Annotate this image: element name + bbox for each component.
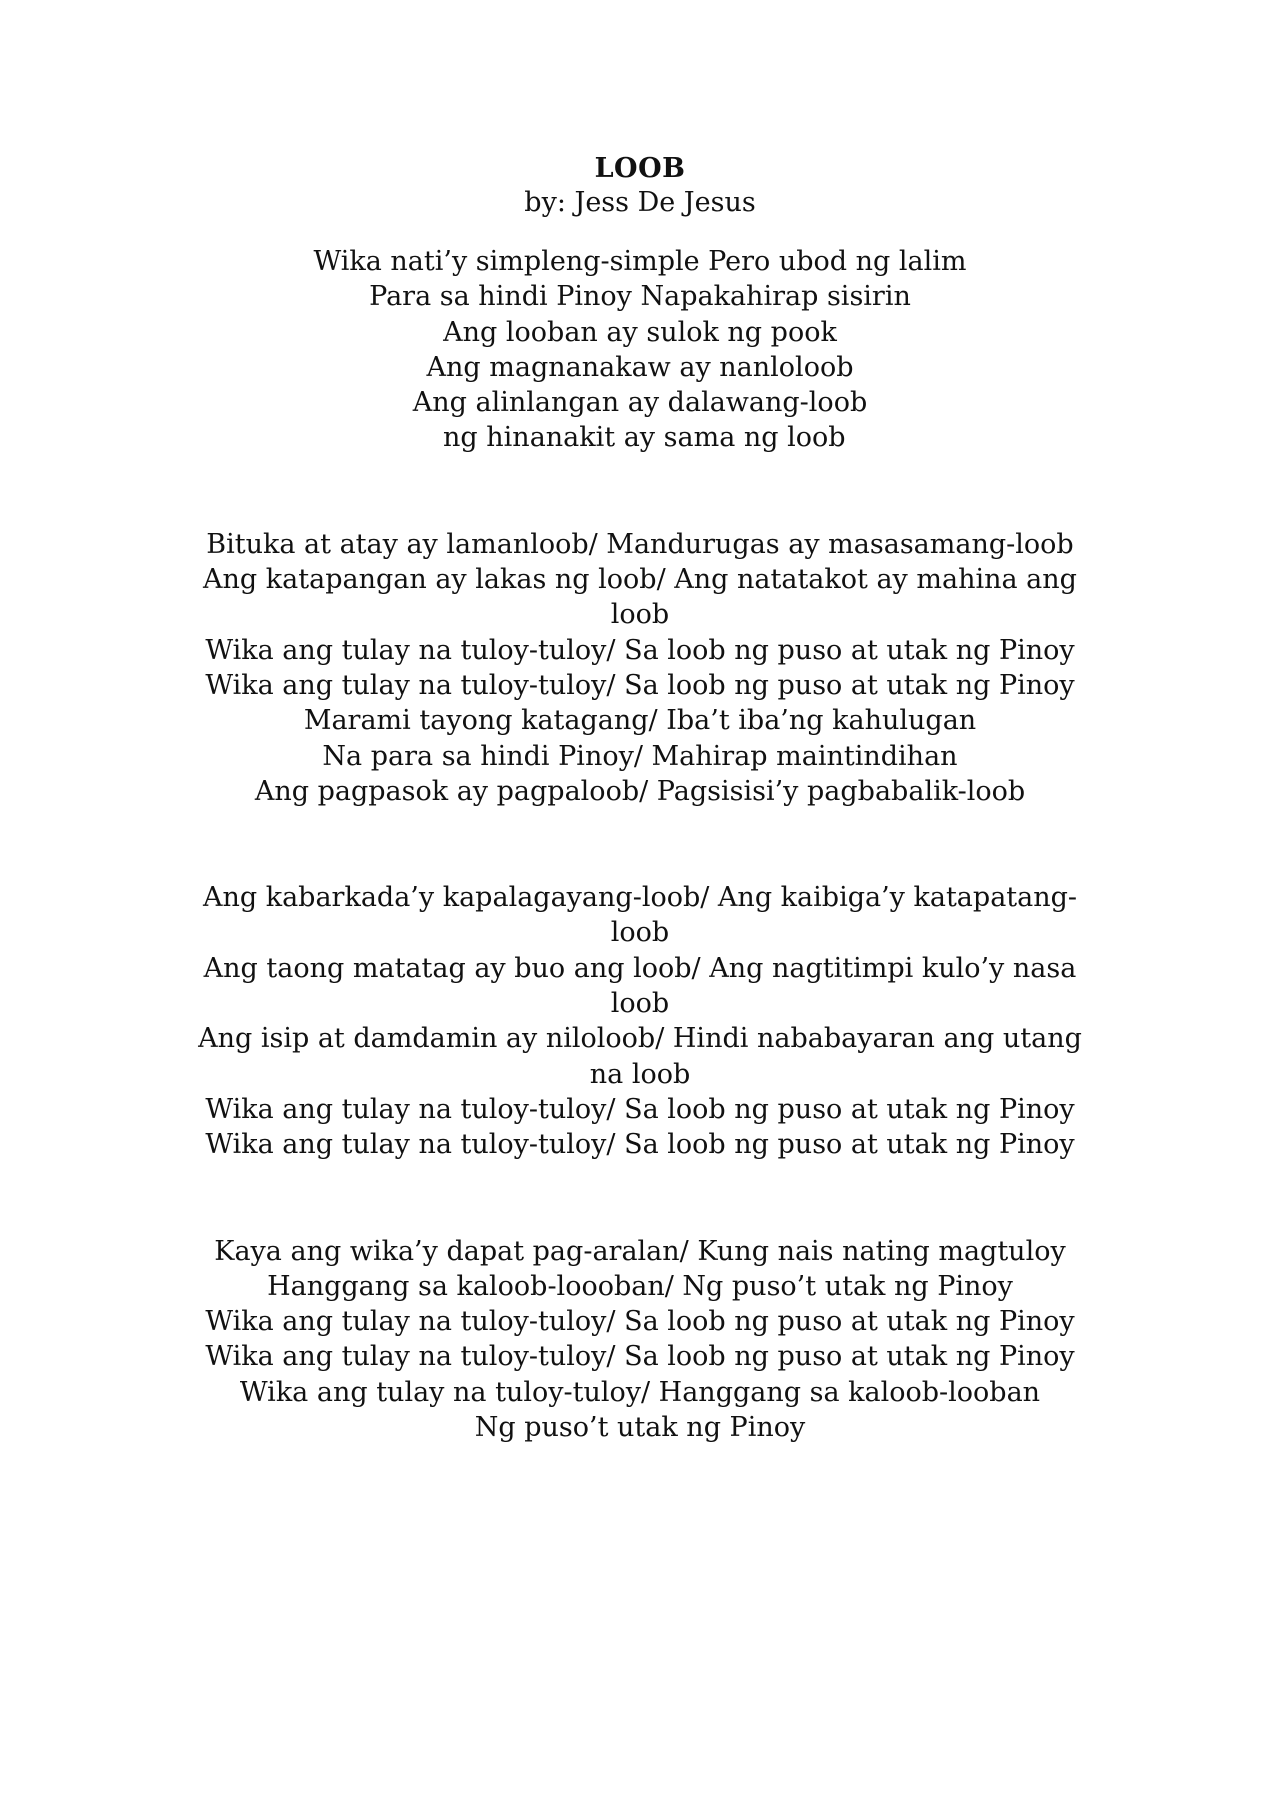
poem-line: Wika nati’y simpleng-simple Pero ubod ng lalim <box>313 246 967 277</box>
poem-line: Wika ang tulay na tuloy-tuloy/ Sa loob ng puso at utak ng Pinoy <box>205 1093 1075 1125</box>
poem-line: Ang kabarkada’y kapalagayang-loob/ Ang kaibiga’y katapatang- <box>202 882 1078 914</box>
poem-line: Wika ang tulay na tuloy-tuloy/ Hanggang sa kaloob-looban <box>239 1376 1041 1408</box>
stanza-1 <box>140 244 1140 456</box>
poem-line: Para sa hindi Pinoy Napakahirap sisirin <box>369 281 911 313</box>
poem-line: Wika ang tulay na tuloy-tuloy/ Sa loob ng puso at utak ng Pinoy <box>205 1341 1075 1373</box>
poem-line: Wika ang tulay na tuloy-tuloy/ Sa loob ng puso at utak ng Pinoy <box>205 1306 1075 1338</box>
poem-line: Ang alinlangan ay dalawang-loob <box>412 387 868 419</box>
poem-line: Bituka at atay ay lamanloob/ Mandurugas ay masasamang-loob <box>206 528 1074 560</box>
poem-line: loob <box>610 917 670 949</box>
poem-line: Ng puso’t utak ng Pinoy <box>474 1412 806 1444</box>
poem-line: Wika ang tulay na tuloy-tuloy/ Sa loob ng puso at utak ng Pinoy <box>205 1129 1075 1161</box>
stanza-2 <box>140 527 1140 809</box>
poem-line: ng hinanakit ay sama ng loob <box>434 422 846 454</box>
poem-line: Ang isip at damdamin ay niloloob/ Hindi nababayaran ang utang <box>198 1023 1082 1055</box>
poem-line: Wika ang tulay na tuloy-tuloy/ Sa loob ng puso at utak ng Pinoy <box>205 669 1075 701</box>
poem-line: Kaya ang wika’y dapat pag-aralan/ Kung nais nating magtuloy <box>214 1235 1066 1267</box>
poem-line: Ang pagpasok ay pagpaloob/ Pagsisisi’y pagbabalik-loob <box>254 775 1026 807</box>
poem-line: loob <box>610 599 670 631</box>
poem-author: by: Jess De Jesus <box>524 187 756 218</box>
poem-line: loob <box>610 988 670 1020</box>
poem-line: Wika ang tulay na tuloy-tuloy/ Sa loob ng puso at utak ng Pinoy <box>205 634 1075 666</box>
poem-line: na loob <box>589 1058 691 1090</box>
poem <box>140 152 1140 1445</box>
poem-line: Na para sa hindi Pinoy/ Mahirap maintindihan <box>322 740 958 772</box>
poem-line: Ang looban ay sulok ng pook <box>443 316 837 348</box>
poem-line: Ang katapangan ay lakas ng loob/ Ang natatakot ay mahina ang <box>203 564 1077 596</box>
stanza-3 <box>140 880 1140 1162</box>
poem-line: Hanggang sa kaloob-loooban/ Ng puso’t utak ng Pinoy <box>267 1270 1013 1302</box>
poem-title: LOOB <box>594 153 686 184</box>
poem-line: Marami tayong katagang/ Iba’t iba’ng kahulugan <box>303 705 977 737</box>
stanza-4 <box>140 1234 1140 1446</box>
poem-line: Ang magnanakaw ay nanloloob <box>426 351 854 383</box>
poem-line: Ang taong matatag ay buo ang loob/ Ang nagtitimpi kulo’y nasa <box>203 952 1077 984</box>
